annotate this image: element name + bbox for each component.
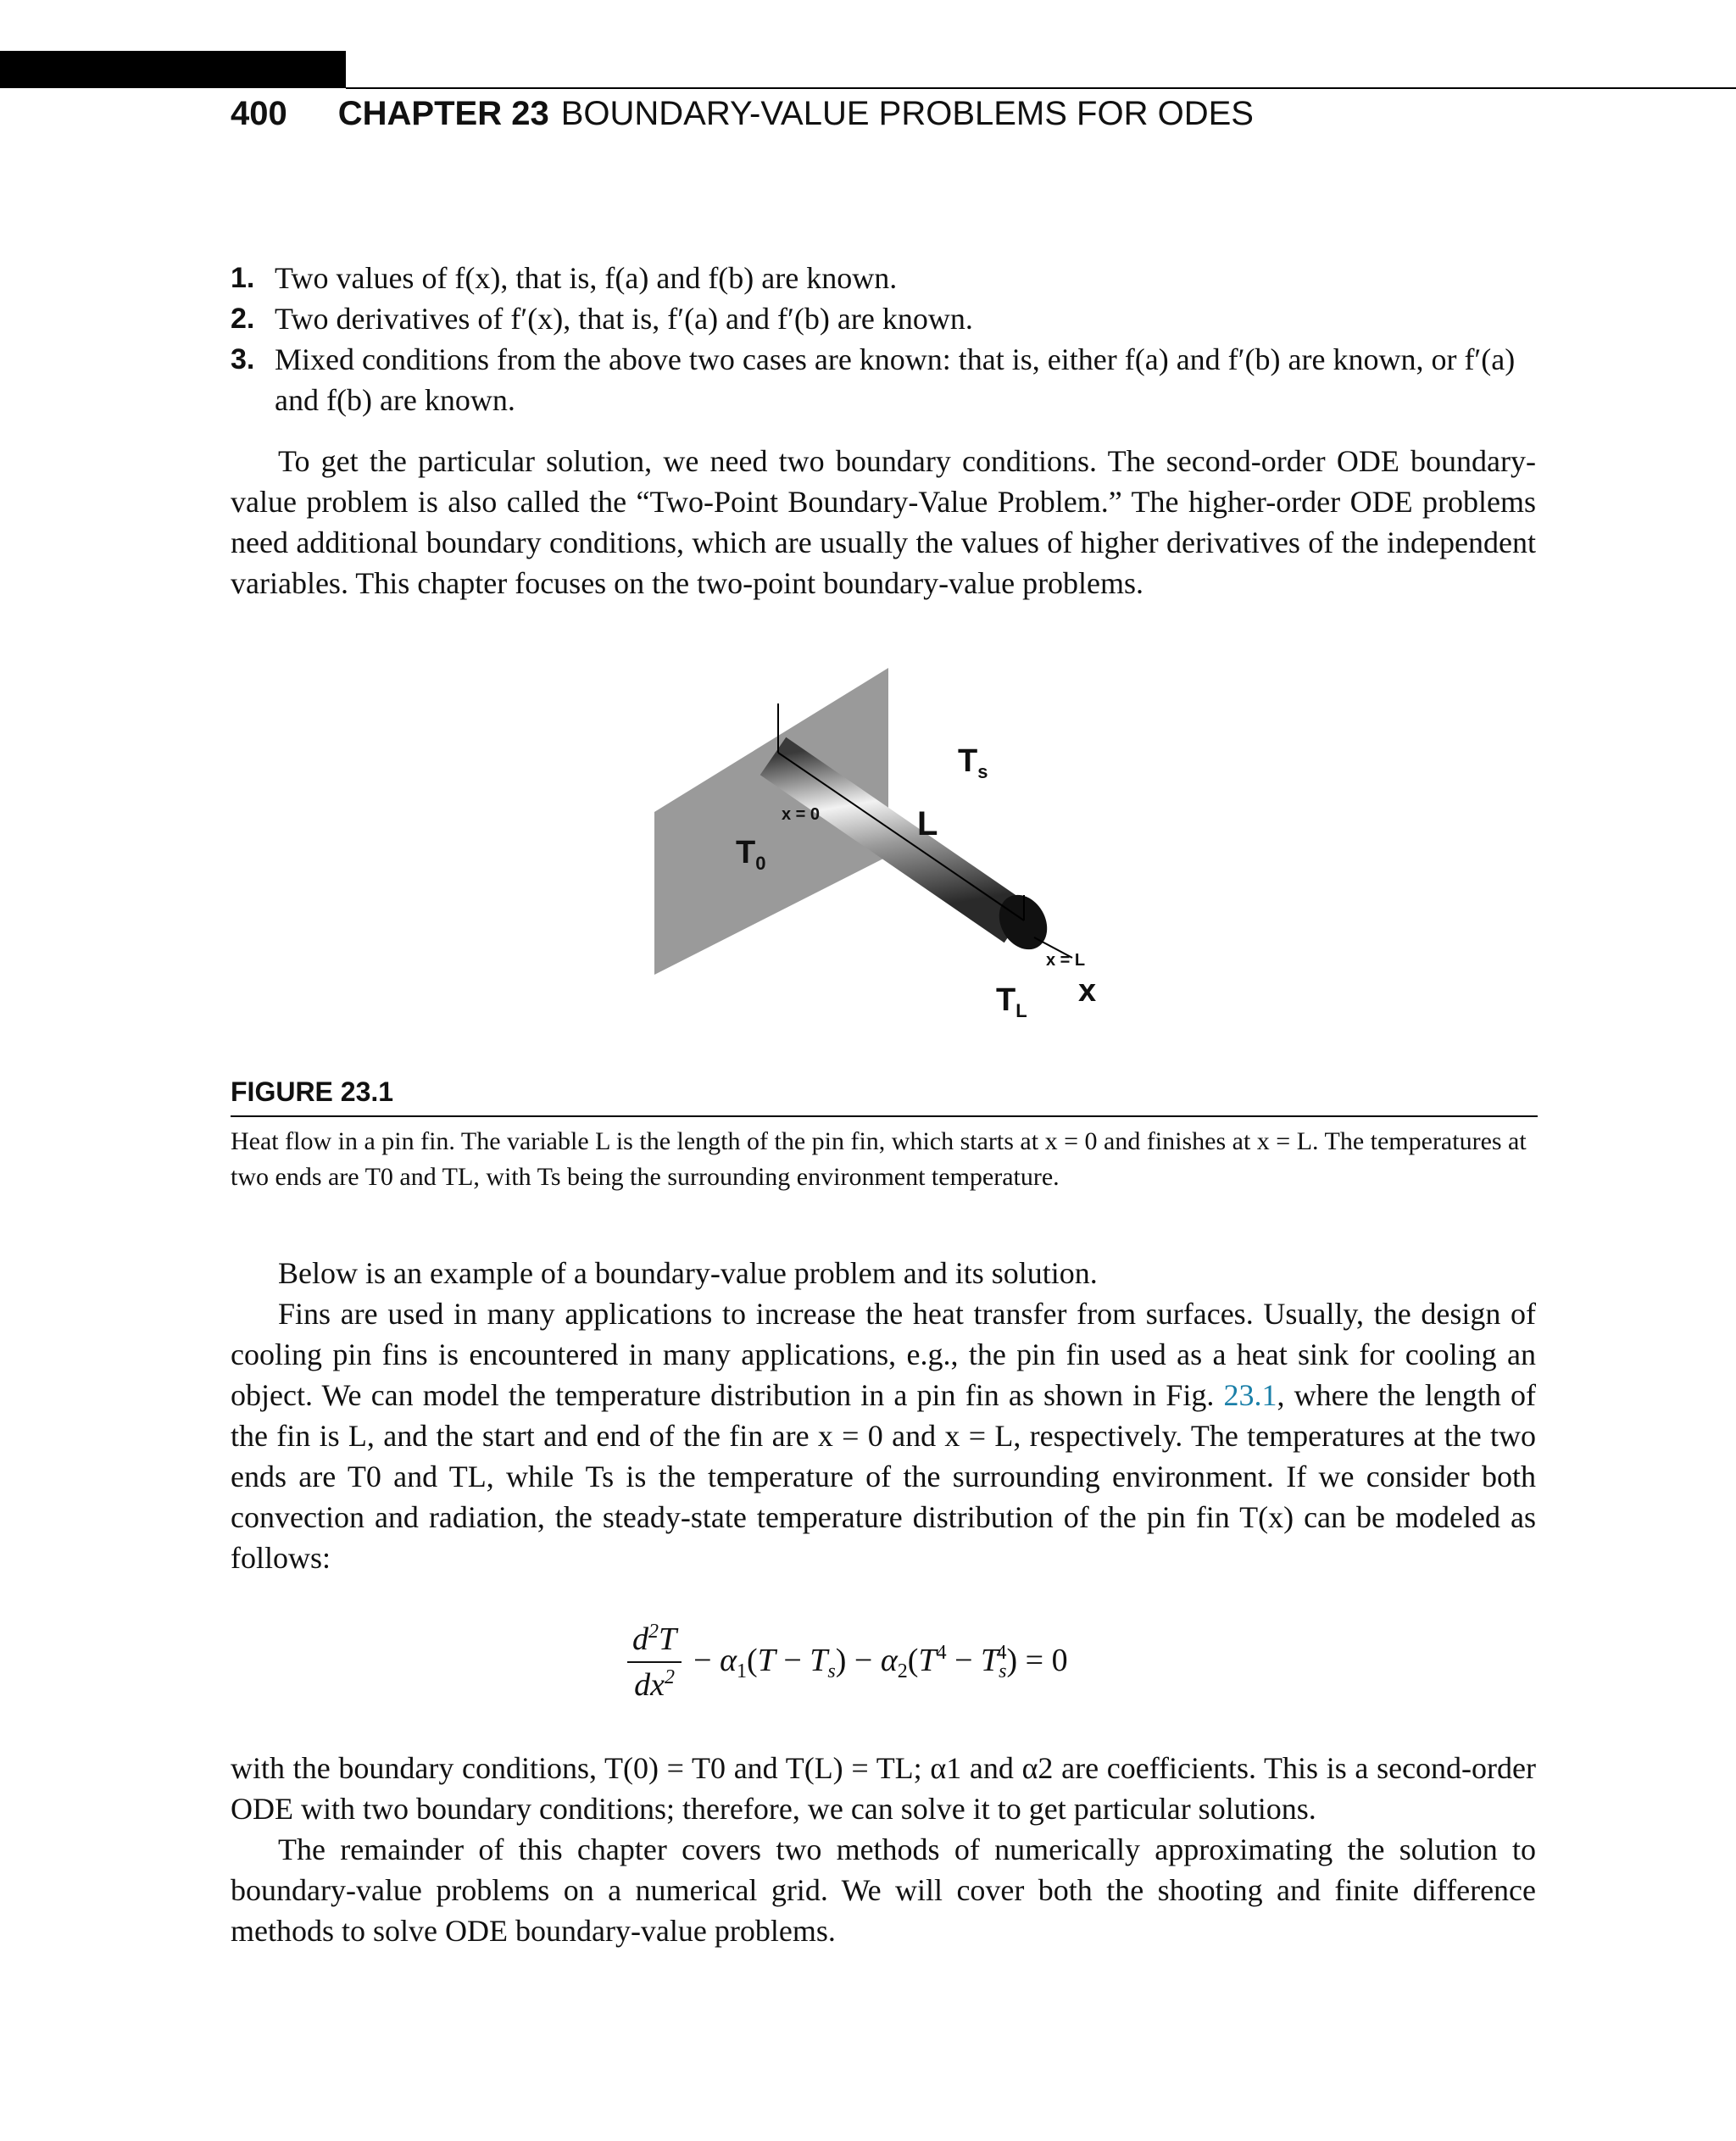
list-item: 3. Mixed conditions from the above two cases are known: that is, either f(a) and f′(b) are known, or f′(a) and f(b) are known. bbox=[231, 342, 1516, 417]
label-x0: x = 0 bbox=[782, 805, 821, 824]
header-bar bbox=[0, 51, 346, 88]
paragraph-fins: Fins are used in many applications to increase the heat transfer from surfaces. Usually, the design of cooling pin fins is encountered in many applications, e.g., the pin fin used as a heat sink for cooling an object. We can model the temperature distribution in a pin fin as shown in Fig. 23.1, where the length of the fin is L, and the start and end of the fin are x = 0 and x = L, respectively. The temperatures at the two ends are T0 and TL, while Ts is the temperature of the surrounding environment. If we consider both convection and radiation, the steady-state temperature distribution of the pin fin T(x) can be modeled as follows: bbox=[231, 1297, 1537, 1575]
label-x-axis: x bbox=[1078, 973, 1097, 1009]
list-item: 2. Two derivatives of f′(x), that is, f′(a) and f′(b) are known. bbox=[231, 302, 973, 336]
running-header bbox=[231, 95, 1254, 133]
second-derivative-fraction: $\frac{d^2T}{dx^2}$ bbox=[627, 1621, 682, 1704]
paragraph-boundary-conditions: with the boundary conditions, T(0) = T0 and T(L) = TL; α1 and α2 are coefficients. This is a second-order ODE with two boundary conditions; therefore, we can solve it to get particular solutions. bbox=[231, 1751, 1536, 1826]
figure-caption: Heat flow in a pin fin. The variable L is the length of the pin fin, which starts at x = 0 and finishes at x = L. The temperatures at two ends are T0 and TL, with Ts being the surrounding environment temperature. bbox=[231, 1127, 1527, 1191]
ode-equation: $\frac{d^2T}{dx^2}$ − $\alpha_1(T - T_s) - \alpha_2(T^4 - T_s^4) = 0$ bbox=[627, 1621, 1068, 1704]
chapter-label: CHAPTER 23 bbox=[337, 95, 549, 132]
list-item-text: Mixed conditions from the above two cases are known: that is, either f(a) and f′(b) are known, or f′(a) and f(b) are known. bbox=[275, 342, 1516, 417]
list-item: 1. Two values of f(x), that is, f(a) and f(b) are known. bbox=[231, 261, 898, 295]
figure-caption-rule bbox=[231, 1115, 1538, 1117]
label-t0: $T_0$ bbox=[736, 835, 766, 874]
figure-reference-link[interactable]: 23.1 bbox=[1223, 1378, 1277, 1412]
label-L: L bbox=[917, 805, 938, 842]
page-number: 400 bbox=[231, 95, 287, 132]
label-xl: x = L bbox=[1046, 951, 1086, 970]
paragraph-intro: To get the particular solution, we need two boundary conditions. The second-order ODE boundary-value problem is also called the “Two-Point Boundary-Value Problem.” The higher-order ODE problems need additional boundary conditions, which are usually the values of higher derivatives of the independent variables. This chapter focuses on the two-point boundary-value problems. bbox=[231, 444, 1536, 600]
pin-fin-figure bbox=[644, 653, 1153, 1059]
condition-list bbox=[231, 258, 1536, 420]
list-item-text: Two derivatives of f′(x), that is, f′(a) and f′(b) are known. bbox=[275, 302, 973, 336]
paragraph-example-intro: Below is an example of a boundary-value problem and its solution. bbox=[278, 1256, 1098, 1290]
header-rule bbox=[346, 87, 1736, 89]
label-ts: $T_s$ bbox=[958, 743, 988, 782]
figure-title: FIGURE 23.1 bbox=[231, 1076, 394, 1107]
chapter-title: BOUNDARY-VALUE PROBLEMS FOR ODES bbox=[560, 95, 1254, 132]
paragraph-remainder: The remainder of this chapter covers two methods of numerically approximating the solution to boundary-value problems on a numerical grid. We will cover both the shooting and finite difference methods to solve ODE boundary-value problems. bbox=[231, 1832, 1536, 1948]
label-tl: $T_L$ bbox=[996, 982, 1027, 1021]
list-item-text: Two values of f(x), that is, f(a) and f(b) are known. bbox=[275, 261, 898, 295]
